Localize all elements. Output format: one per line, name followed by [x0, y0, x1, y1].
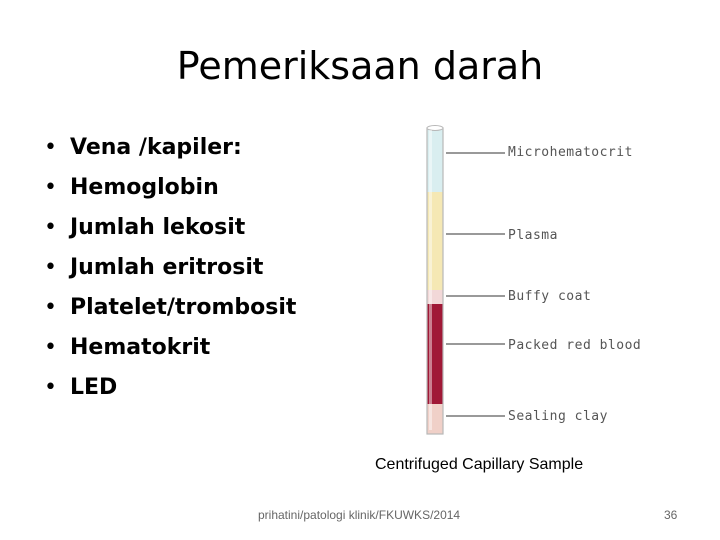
bullet-text: Vena /kapiler:: [70, 135, 242, 160]
bullet-text: Jumlah eritrosit: [70, 255, 264, 280]
label-buffy-coat: Buffy coat: [508, 289, 592, 304]
label-plasma: Plasma: [508, 228, 558, 243]
bullet-text: Hematokrit: [70, 335, 211, 360]
bullet-text: Hemoglobin: [70, 175, 219, 200]
footer-credit: prihatini/patologi klinik/FKUWKS/2014: [258, 508, 461, 522]
bullet-dot: •: [44, 295, 57, 320]
bullet-dot: •: [44, 375, 57, 400]
tube-highlight: [429, 130, 432, 430]
label-sealing-clay: Sealing clay: [508, 409, 608, 424]
bullet-text: Jumlah lekosit: [70, 215, 246, 240]
slide-title: Pemeriksaan darah: [176, 44, 544, 88]
label-packed-red-blood: Packed red blood: [508, 338, 642, 353]
tube-top-rim: [427, 126, 443, 131]
bullet-text: Platelet/trombosit: [70, 295, 297, 320]
figure-caption: Centrifuged Capillary Sample: [375, 456, 584, 473]
label-microhematocrit: Microhematocrit: [508, 145, 633, 160]
bullet-dot: •: [44, 135, 57, 160]
bullet-dot: •: [44, 255, 57, 280]
bullet-dot: •: [44, 175, 57, 200]
bullet-text: LED: [70, 375, 118, 400]
bullet-dot: •: [44, 215, 57, 240]
bullet-dot: •: [44, 335, 57, 360]
page-number: 36: [664, 508, 678, 522]
